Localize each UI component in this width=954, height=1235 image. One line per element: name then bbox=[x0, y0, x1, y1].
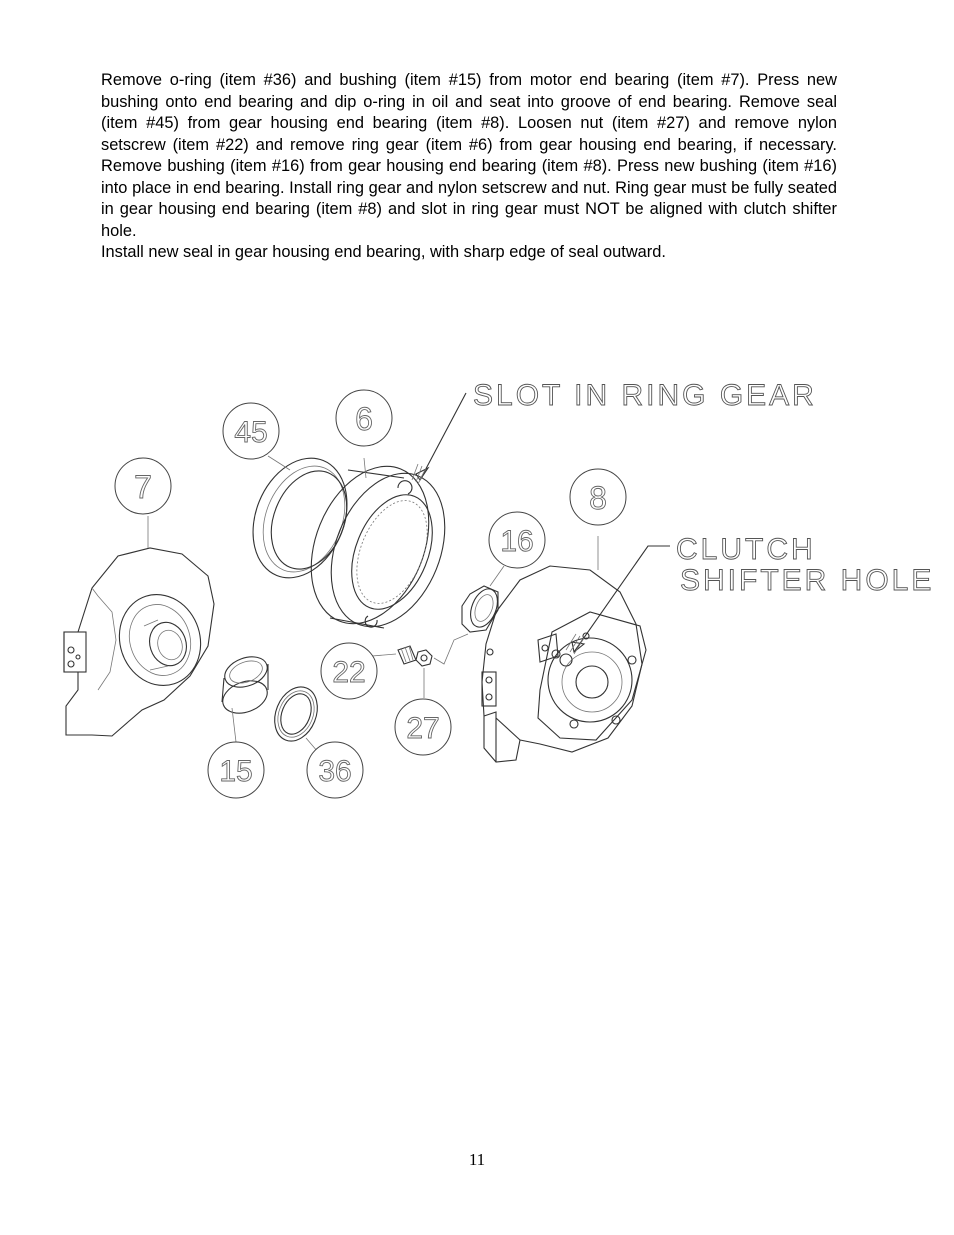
balloon-15-label: 15 bbox=[219, 755, 253, 788]
gear-housing-end-bearing-part bbox=[482, 536, 646, 762]
instructions-text: Remove o-ring (item #36) and bushing (item #15) from motor end bearing (item #7). Press new bushing onto end bearing and dip o-ring in oil and seat into groove of end bearing. Remove seal (item #45) from gear housing end bearing (item #8). Loosen nut (item #27) and remove nylon setscrew (item #22) and remove ring gear (item #6) from gear housing end bearing, if necessary. Remove bushing (item #16) from gear housing end bearing (item #8). Press new bushing (item #16) into place in end bearing. Install ring gear and nylon setscrew and nut. Ring gear must be fully seated in gear housing end bearing (item #8) and slot in ring gear must NOT be aligned with clutch shifter hole. bbox=[101, 71, 837, 240]
bushing-15-part bbox=[218, 651, 271, 742]
ring-gear-part bbox=[289, 449, 466, 644]
balloon-27-label: 27 bbox=[406, 712, 440, 745]
motor-end-bearing-part bbox=[64, 516, 214, 736]
balloon-22-label: 22 bbox=[332, 656, 366, 689]
balloon-16 bbox=[489, 512, 545, 568]
balloon-8 bbox=[570, 469, 626, 525]
balloon-45 bbox=[223, 403, 279, 459]
instructions-paragraph bbox=[101, 70, 837, 264]
balloon-16-label: 16 bbox=[500, 525, 534, 558]
balloon-7-label: 7 bbox=[134, 469, 152, 505]
shifter-hole-label-line2: SHIFTER HOLE bbox=[680, 564, 935, 597]
bushing-16-part bbox=[462, 566, 504, 632]
balloon-22 bbox=[321, 643, 377, 699]
instructions-last-line: Install new seal in gear housing end bearing, with sharp edge of seal outward. bbox=[101, 243, 666, 261]
balloon-7 bbox=[115, 458, 171, 514]
balloon-45-label: 45 bbox=[234, 416, 268, 449]
setscrew-and-nut-part bbox=[372, 634, 468, 698]
balloon-8-label: 8 bbox=[589, 480, 607, 516]
o-ring-part bbox=[267, 681, 325, 752]
balloon-6 bbox=[336, 390, 392, 446]
clutch-label-line1: CLUTCH bbox=[676, 533, 816, 566]
balloon-36-label: 36 bbox=[318, 755, 352, 788]
balloon-6-label: 6 bbox=[355, 401, 373, 437]
balloon-36 bbox=[307, 742, 363, 798]
balloon-15 bbox=[208, 742, 264, 798]
balloon-27 bbox=[395, 699, 451, 755]
page-number: 11 bbox=[468, 1150, 486, 1169]
seal-part bbox=[236, 444, 364, 592]
slot-in-ring-gear-label: SLOT IN RING GEAR bbox=[473, 379, 817, 412]
exploded-parts-diagram bbox=[0, 360, 954, 820]
